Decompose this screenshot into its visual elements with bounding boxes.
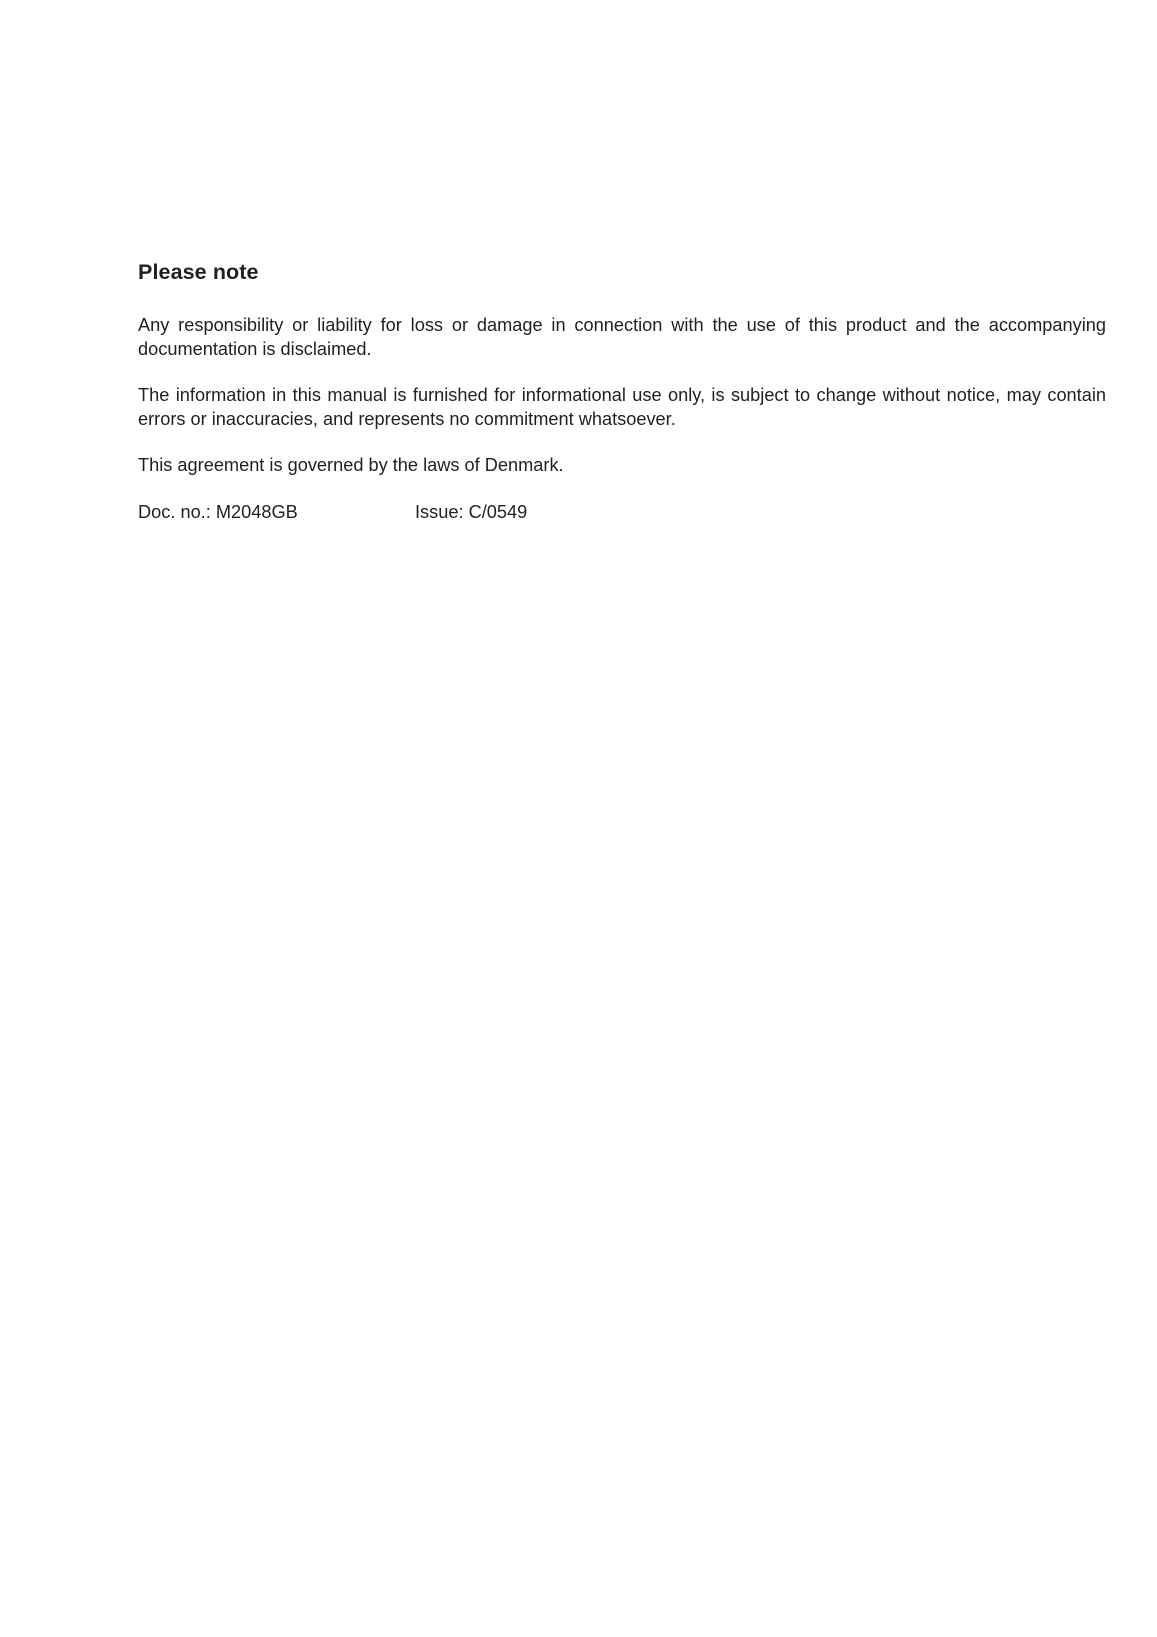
document-number: Doc. no.: M2048GB: [138, 501, 298, 522]
disclaimer-page: [138, 258, 1106, 524]
document-info-line: [138, 501, 1106, 525]
liability-paragraph: Any responsibility or liability for loss or damage in connection with the use of this product and the accompanying documentation is disclaimed.: [138, 315, 1106, 359]
issue-number: Issue: C/0549: [415, 501, 528, 522]
information-paragraph: The information in this manual is furnished for informational use only, is subject to change without notice, may contain errors or inaccuracies, and represents no commitment whatsoever.: [138, 385, 1106, 429]
governing-law-paragraph: This agreement is governed by the laws of Denmark.: [138, 455, 564, 475]
page-heading: Please note: [138, 260, 259, 284]
